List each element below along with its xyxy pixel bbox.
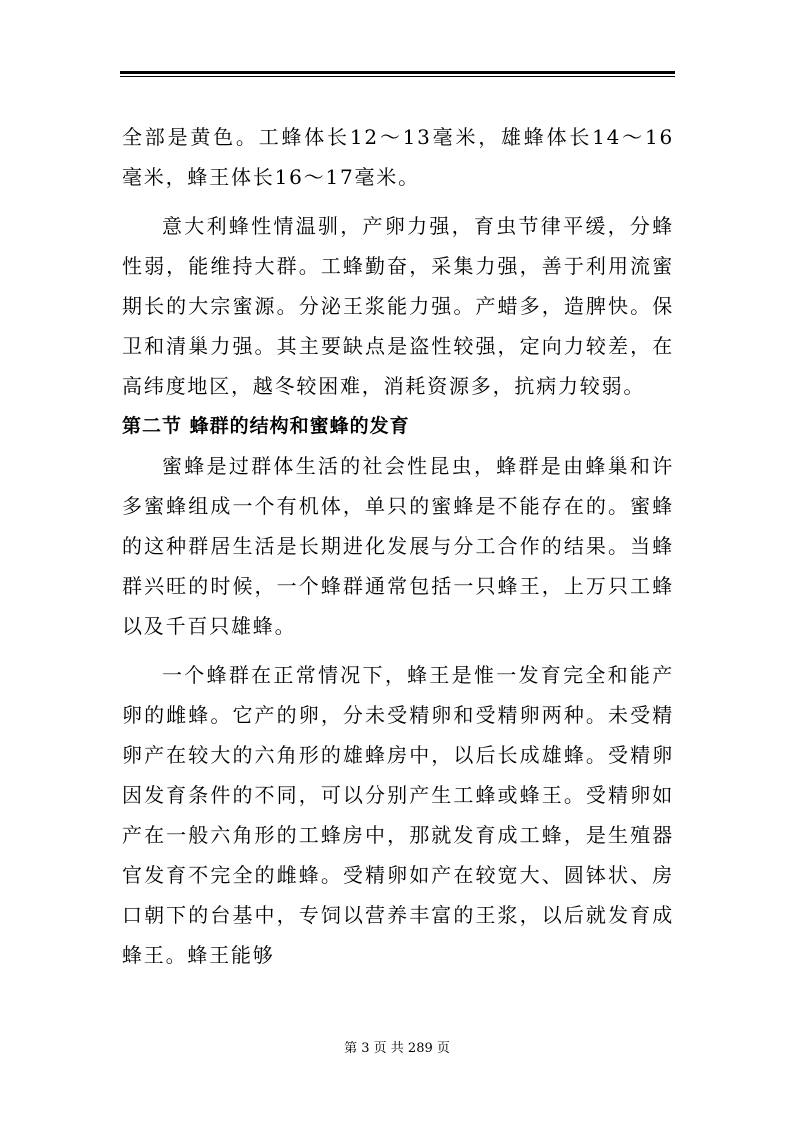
body-paragraph-1: 全部是黄色。工蜂体长12～13毫米，雄蜂体长14～16毫米，蜂王体长16～17毫米。 bbox=[122, 125, 674, 189]
page-number-footer: 第 3 页 共 289 页 bbox=[344, 1041, 450, 1056]
body-paragraph-2: 意大利蜂性情温驯，产卵力强，育虫节律平缓，分蜂性弱，能维持大群。工蜂勤奋，采集力强，善于利用流蜜期长的大宗蜜源。分泌王浆能力强。产蜡多，造脾快。保卫和清巢力强。其主要缺点是盗性较强，定向力较差，在高纬度地区，越冬较困难，消耗资源多，抗病力较弱。 bbox=[122, 214, 674, 398]
paragraph-gap bbox=[122, 646, 674, 655]
page-body bbox=[122, 117, 674, 975]
header-rule-thin bbox=[120, 76, 675, 77]
body-paragraph-3: 蜜蜂是过群体生活的社会性昆虫，蜂群是由蜂巢和许多蜜蜂组成一个有机体，单只的蜜蜂是不能存在的。蜜蜂的这种群居生活是长期进化发展与分工合作的结果。当蜂群兴旺的时候，一个蜂群通常包括一只蜂王，上万只工蜂以及千百只雄蜂。 bbox=[122, 454, 674, 638]
body-paragraph-4: 一个蜂群在正常情况下，蜂王是惟一发育完全和能产卵的雌蜂。它产的卵，分未受精卵和受精卵两种。未受精卵产在较大的六角形的雄蜂房中，以后长成雄蜂。受精卵因发育条件的不同，可以分别产生工蜂或蜂王。受精卵如产在一般六角形的工蜂房中，那就发育成工蜂，是生殖器官发育不完全的雌蜂。受精卵如产在较宽大、圆钵状、房口朝下的台基中，专饲以营养丰富的王浆，以后就发育成蜂王。蜂王能够 bbox=[122, 663, 674, 967]
header-rule-thick bbox=[120, 71, 675, 74]
section-heading: 第二节 蜂群的结构和蜜蜂的发育 bbox=[122, 415, 410, 437]
paragraph-gap bbox=[122, 197, 674, 206]
